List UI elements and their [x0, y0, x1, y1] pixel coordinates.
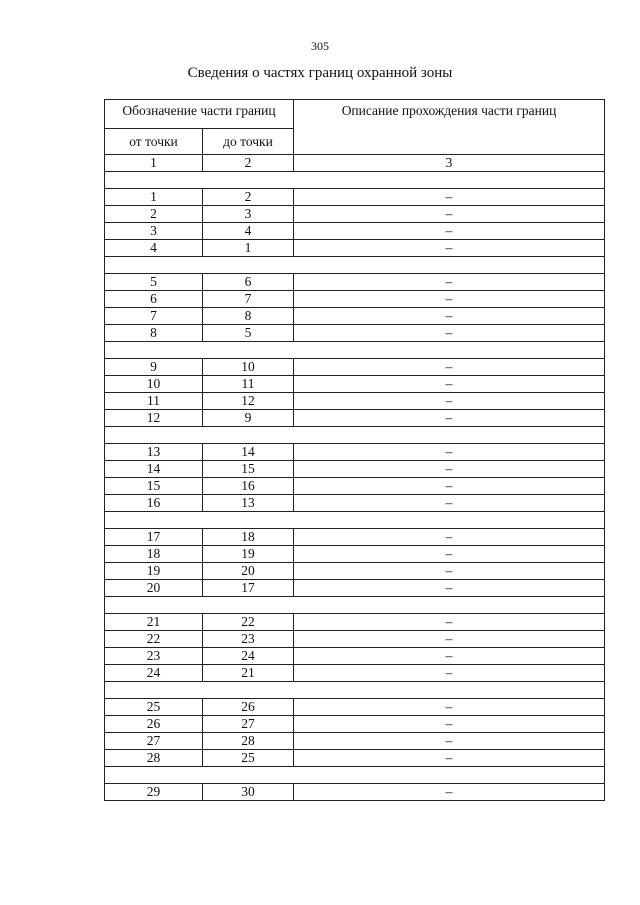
to-point-cell: 26 — [203, 699, 294, 716]
column-index-cell: 1 — [105, 155, 203, 172]
header-from-point: от точки — [105, 129, 203, 155]
description-cell: – — [294, 631, 605, 648]
to-point-cell: 16 — [203, 478, 294, 495]
description-cell: – — [294, 274, 605, 291]
from-point-cell: 17 — [105, 529, 203, 546]
table-row — [105, 291, 605, 308]
from-point-cell: 21 — [105, 614, 203, 631]
to-point-cell: 30 — [203, 784, 294, 801]
to-point-cell: 17 — [203, 580, 294, 597]
from-point-cell: 15 — [105, 478, 203, 495]
to-point-cell: 18 — [203, 529, 294, 546]
to-point-cell: 4 — [203, 223, 294, 240]
to-point-cell: 25 — [203, 750, 294, 767]
from-point-cell: 25 — [105, 699, 203, 716]
description-cell: – — [294, 206, 605, 223]
to-point-cell: 22 — [203, 614, 294, 631]
group-separator-row — [105, 682, 605, 699]
description-cell: – — [294, 223, 605, 240]
to-point-cell: 2 — [203, 189, 294, 206]
to-point-cell: 20 — [203, 563, 294, 580]
description-cell: – — [294, 716, 605, 733]
description-cell: – — [294, 495, 605, 512]
from-point-cell: 18 — [105, 546, 203, 563]
table-row — [105, 750, 605, 767]
from-point-cell: 2 — [105, 206, 203, 223]
column-index-cell: 2 — [203, 155, 294, 172]
table-row — [105, 206, 605, 223]
table-row — [105, 223, 605, 240]
table-row — [105, 546, 605, 563]
description-cell: – — [294, 410, 605, 427]
group-separator-cell — [105, 512, 605, 529]
description-cell: – — [294, 291, 605, 308]
column-index-cell: 3 — [294, 155, 605, 172]
from-point-cell: 22 — [105, 631, 203, 648]
table-row — [105, 325, 605, 342]
group-separator-row — [105, 172, 605, 189]
to-point-cell: 7 — [203, 291, 294, 308]
to-point-cell: 8 — [203, 308, 294, 325]
description-cell: – — [294, 546, 605, 563]
to-point-cell: 10 — [203, 359, 294, 376]
group-separator-cell — [105, 342, 605, 359]
from-point-cell: 3 — [105, 223, 203, 240]
group-separator-row — [105, 342, 605, 359]
to-point-cell: 12 — [203, 393, 294, 410]
to-point-cell: 24 — [203, 648, 294, 665]
table-row — [105, 410, 605, 427]
to-point-cell: 27 — [203, 716, 294, 733]
description-cell: – — [294, 478, 605, 495]
to-point-cell: 9 — [203, 410, 294, 427]
group-separator-row — [105, 512, 605, 529]
group-separator-row — [105, 257, 605, 274]
table-row — [105, 393, 605, 410]
from-point-cell: 11 — [105, 393, 203, 410]
description-cell: – — [294, 393, 605, 410]
table-body — [105, 155, 605, 801]
group-separator-cell — [105, 257, 605, 274]
table-row — [105, 631, 605, 648]
description-cell: – — [294, 665, 605, 682]
to-point-cell: 21 — [203, 665, 294, 682]
to-point-cell: 23 — [203, 631, 294, 648]
description-cell: – — [294, 580, 605, 597]
table-row — [105, 461, 605, 478]
table-row — [105, 478, 605, 495]
document-title: Сведения о частях границ охранной зоны — [187, 65, 453, 81]
description-cell: – — [294, 359, 605, 376]
table-row — [105, 699, 605, 716]
table-row — [105, 240, 605, 257]
table-row — [105, 648, 605, 665]
from-point-cell: 4 — [105, 240, 203, 257]
table-row — [105, 563, 605, 580]
boundary-parts-table — [104, 99, 605, 801]
table-row — [105, 580, 605, 597]
to-point-cell: 3 — [203, 206, 294, 223]
header-boundary-description: Описание прохождения части границ — [294, 100, 605, 155]
description-cell: – — [294, 529, 605, 546]
to-point-cell: 15 — [203, 461, 294, 478]
description-cell: – — [294, 784, 605, 801]
to-point-cell: 1 — [203, 240, 294, 257]
to-point-cell: 11 — [203, 376, 294, 393]
table-row — [105, 665, 605, 682]
group-separator-cell — [105, 427, 605, 444]
description-cell: – — [294, 444, 605, 461]
group-separator-row — [105, 767, 605, 784]
table-header-row — [105, 100, 605, 129]
group-separator-cell — [105, 682, 605, 699]
from-point-cell: 1 — [105, 189, 203, 206]
from-point-cell: 5 — [105, 274, 203, 291]
description-cell: – — [294, 614, 605, 631]
table-row — [105, 716, 605, 733]
description-cell: – — [294, 308, 605, 325]
page-number: 305 — [311, 39, 329, 53]
to-point-cell: 6 — [203, 274, 294, 291]
to-point-cell: 19 — [203, 546, 294, 563]
from-point-cell: 20 — [105, 580, 203, 597]
table-row — [105, 274, 605, 291]
to-point-cell: 13 — [203, 495, 294, 512]
description-cell: – — [294, 699, 605, 716]
from-point-cell: 23 — [105, 648, 203, 665]
from-point-cell: 19 — [105, 563, 203, 580]
from-point-cell: 8 — [105, 325, 203, 342]
table-row — [105, 495, 605, 512]
group-separator-cell — [105, 172, 605, 189]
table-row — [105, 308, 605, 325]
description-cell: – — [294, 376, 605, 393]
description-cell: – — [294, 648, 605, 665]
from-point-cell: 16 — [105, 495, 203, 512]
from-point-cell: 26 — [105, 716, 203, 733]
from-point-cell: 10 — [105, 376, 203, 393]
header-to-point: до точки — [203, 129, 294, 155]
description-cell: – — [294, 750, 605, 767]
description-cell: – — [294, 733, 605, 750]
table-row — [105, 614, 605, 631]
table-row — [105, 189, 605, 206]
table-row — [105, 376, 605, 393]
from-point-cell: 14 — [105, 461, 203, 478]
table-row — [105, 529, 605, 546]
group-separator-row — [105, 597, 605, 614]
from-point-cell: 9 — [105, 359, 203, 376]
description-cell: – — [294, 563, 605, 580]
description-cell: – — [294, 461, 605, 478]
from-point-cell: 12 — [105, 410, 203, 427]
from-point-cell: 27 — [105, 733, 203, 750]
group-separator-cell — [105, 597, 605, 614]
group-separator-row — [105, 427, 605, 444]
description-cell: – — [294, 325, 605, 342]
to-point-cell: 28 — [203, 733, 294, 750]
description-cell: – — [294, 189, 605, 206]
group-separator-cell — [105, 767, 605, 784]
from-point-cell: 13 — [105, 444, 203, 461]
to-point-cell: 5 — [203, 325, 294, 342]
table-row — [105, 733, 605, 750]
description-cell: – — [294, 240, 605, 257]
from-point-cell: 6 — [105, 291, 203, 308]
table-row — [105, 444, 605, 461]
table-row — [105, 784, 605, 801]
from-point-cell: 7 — [105, 308, 203, 325]
to-point-cell: 14 — [203, 444, 294, 461]
header-boundary-part-designation: Обозначение части границ — [105, 100, 294, 129]
from-point-cell: 28 — [105, 750, 203, 767]
column-index-row — [105, 155, 605, 172]
table-row — [105, 359, 605, 376]
from-point-cell: 24 — [105, 665, 203, 682]
from-point-cell: 29 — [105, 784, 203, 801]
